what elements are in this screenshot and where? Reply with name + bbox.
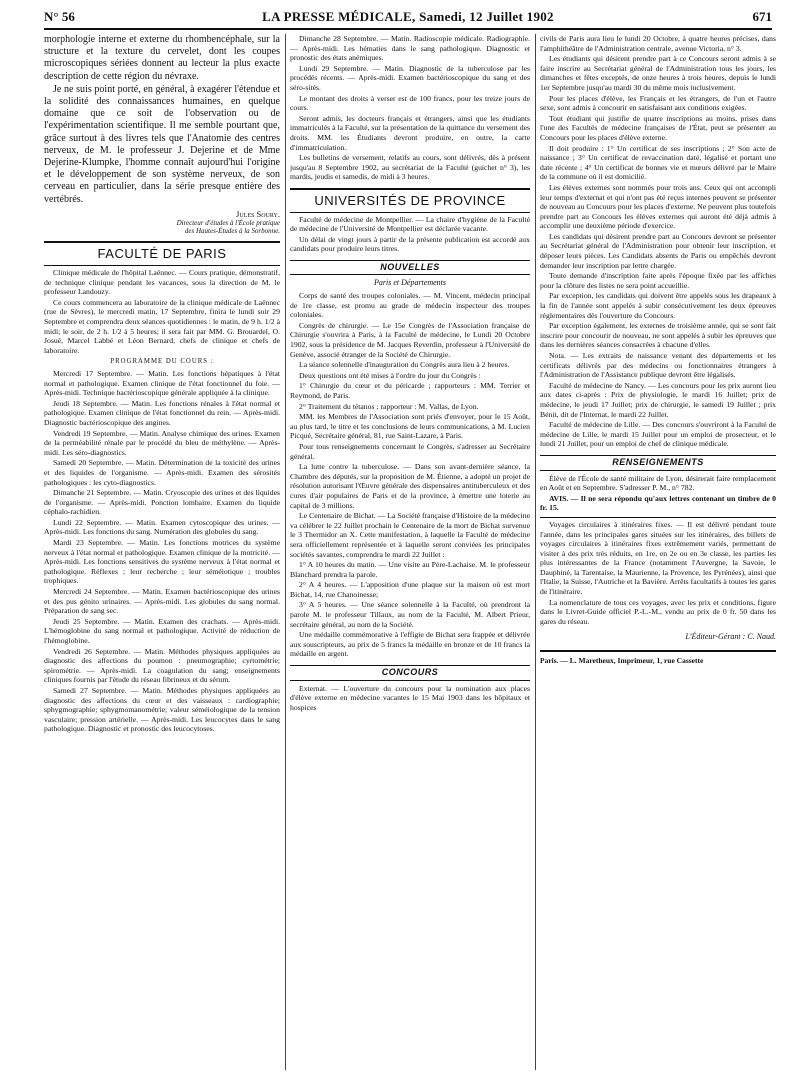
section-title-nouvelles: NOUVELLES [290,260,530,276]
concours-item: civils de Paris aura lieu le lundi 20 Octobre, à quatre heures précises, dans l'amphithéâtre de l'Administration centrale, avenue Victoria, n° 3. [540,34,776,53]
news-item: La lutte contre la tuberculose. — Dans son avant-dernière séance, la Chambre des députés, sur la proposition de M. Étienne, a adopté un projet de résolution autorisant l'Œuvre générale des dispensaires antituberculeux et des cures d'air populaires de Paris et de la province, à émettre une loterie au capital de 3 millions. [290,462,530,510]
news-item: La séance solennelle d'inauguration du Congrès aura lieu à 2 heures. [299,360,510,370]
news-item: MM. les Membres de l'Association sont priés d'envoyer, pour le 15 Août, au plus tard, le titre et les conclusions de leurs communications, à M. Lucien Picqué, Secrétaire général, 81, rue Saint-Lazare, à Paris. [290,412,530,441]
news-item: 1° Chirurgie du cœur et du péricarde ; rapporteurs : MM. Terrier et Reymond, de Paris. [290,381,530,400]
programme-item: Vendredi 19 Septembre. — Matin. Analyse chimique des urines. Examen de la perméabilité rénale par le procédé du bleu de méthylène. — Après-midi. Les séro-diagnostics. [44,428,280,457]
author-signature: Jules Soury. [236,208,280,219]
programme-item: Samedi 27 Septembre. — Matin. Méthodes physiques appliquées au diagnostic des affections du cœur et des vaisseaux : cardiographie; sphygmographie; sphygmomanométrie; valeur séméiologique de la tension vasculaire; pression artérielle. — Après-midi. Les leucocytes dans le sang pathologique. Diagnostic et pronostic des leucocytoses. [44,685,280,734]
concours-item: Pour les places d'élève, les Français et les étrangers, de l'un et l'autre sexe, sont admis à concourir en satisfaisant aux conditions exigées. [540,93,776,113]
section-title-faculte-paris: FACULTÉ DE PARIS [97,246,227,262]
news-item: Congrès de chirurgie. — Le 15e Congrès de l'Association française de Chirurgie s'ouvrira à Paris, à la Faculté de médecine, le Lundi 20 Octobre 1902, sous la présidence de M. Jacques Reverdin, professeur à l'Université de Genève, associé étranger de la Société de Chirurgie. [290,320,530,359]
section-rule [540,517,776,518]
notice-item: Élève de l'École de santé militaire de Lyon, désirerait faire remplacement en Août et en Septembre. S'adresser P. M., n° 782. [540,473,776,493]
programme-item: Dimanche 28 Septembre. — Matin. Radioscopie médicale. Radiographie. — Après-midi. Les hématies dans le sang pathologique. Diagnostic et pronostic des états anémiques. [290,34,530,63]
article-paragraph: Les bulletins de versement, relatifs au cours, sont délivrés, dès à présent jusqu'au 8 Septembre 1902, au secrétariat de la Faculté (guichet n° 3), les mardis, jeudis et samedis, de midi à 3 heures. [290,153,530,182]
article-paragraph: Ce cours commencera au laboratoire de la clinique médicale de Laënnec (rue de Sèvres), le mercredi matin, 17 Septembre, finira le lundi soir 29 Septembre et comprendra deux séances quotidiennes : le matin, de 9 h. 1/2 à midi; le soir, de 2 h. 1/2 à 5 heures; il sera fait par MM. G. Brouardel, O. Josué, Marcel Labbé et Léon Bernard, chefs de clinique et chefs de laboratoire. [44,297,280,355]
concours-item: Externat. — L'ouverture du concours pour la nomination aux places d'élève externe en médecine vacantes le 15 Mai 1903 dans les hôpitaux et hospices [290,683,530,712]
programme-item: Samedi 20 Septembre. — Matin. Détermination de la toxicité des urines et des liquides de l'organisme. — Après-midi. Examen des sérosités pathologiques : les cyto-diagnostics. [44,458,280,487]
page-header [44,6,772,30]
section-title-concours: CONCOURS [290,665,530,681]
subsection-title: Paris et Départements [374,278,446,288]
news-item: Deux questions ont été mises à l'ordre du jour du Congrès : [299,370,481,380]
column-divider-2 [535,34,536,1070]
page-number: 671 [752,9,772,24]
column-2 [290,34,530,713]
news-item: Pour tous renseignements concernant le Congrès, s'adresser au Secrétaire général. [290,441,530,461]
news-item: 3° A 5 heures. — Une séance solennelle à la Faculté, où prendront la parole M. le professeur Tillaux, au nom de la Faculté, M. Albert Prieur, secrétaire général, au nom de la Société. [290,600,530,629]
concours-item: Les candidats qui désirent prendre part au Concours devront se présenter au Secrétariat général de l'Administration pour obtenir leur inscription, et déposer leurs pièces. Les Candidats absents de Paris ou empêchés devront demander leur inscription par lettre chargée. [540,231,776,270]
column-divider-1 [285,34,286,1070]
programme-item: Dimanche 21 Septembre. — Matin. Cryoscopie des urines et des liquides de l'organisme. — Après-midi. Ponction lombaire. Examen du liquide céphalo-rachidien. [44,488,280,517]
article-paragraph: Le montant des droits à verser est de 100 francs, pour les treize jours de cours. [290,93,530,113]
news-item: 2° Traitement du tétanos ; rapporteur : M. Vallas, de Lyon. [299,401,479,411]
section-title-universites: UNIVERSITÉS DE PROVINCE [314,192,506,208]
section-rule [44,241,280,243]
programme-item: Lundi 22 Septembre. — Matin. Examen cytoscopique des urines. — Après-midi. Les fonctions du sang. Numération des globules du sang. [44,517,280,537]
programme-item: Vendredi 26 Septembre. — Matin. Méthodes physiques appliquées au diagnostic des affections du poumon : pneumographie; cyrtométrie; spirométrie. — Après-midi. La coagulation du sang; enseignements cliniques fournis par l'étude du réseau fibrineux et du sérum. [44,646,280,685]
news-item: Une médaille commémorative à l'effigie de Bichat sera frappée et délivrée aux souscripteurs, au prix de 5 francs la médaille en bronze et de 10 francs la médaille en argent. [290,630,530,659]
section-rule [290,212,530,213]
concours-item: Par exception également, les externes de troisième année, qui se sont fait inscrire pour concourir de nouveau, ne sont appelés à subir les épreuves que dans les dernières séances consacrées à chacune d'elles. [540,321,776,350]
news-item: Le Centenaire de Bichat. — La Société française d'Histoire de la médecine va célébrer le 22 Juillet prochain le Centenaire de la mort de Bichat survenue le 3 Thermidor an X. Cette manifestation, à laquelle la Faculté de médecine sera officiellement représentée et à laquelle seront conviées les principales sociétés savantes, comprendra le mardi 22 Juillet : [290,511,530,559]
programme-heading: PROGRAMME DU COURS : [110,358,214,366]
concours-item: Faculté de médecine de Nancy. — Les concours pour les prix auront lieu aux dates ci-après : Prix de physiologie, le mardi 16 Juillet; prix de médecine, le jeudi 17 Juillet; prix de chirurgie, le samedi 19 Juillet ; prix Bénit, dit de l'Internat, le mardi 22 Juillet. [540,380,776,419]
news-item: 2° A 4 heures. — L'apposition d'une plaque sur la maison où est mort Bichat, 14, rue Chanoinesse; [290,580,530,599]
section-rule [290,188,530,190]
programme-item: Jeudi 18 Septembre. — Matin. Les fonctions rénales à l'état normal et pathologique. Examen clinique de l'état fonctionnel du rein. — Après-midi. Diagnostic bactérioscopique des angines. [44,398,280,427]
section-title-renseignements: RENSEIGNEMENTS [540,455,776,471]
programme-item: Mardi 23 Septembre. — Matin. Les fonctions motrices du système nerveux à l'état normal et pathologique. Examen clinique de la motricité. — Après-midi. Les fonctions sensitives du système nerveux à l'état normal et pathologique. Réflexes ; leur recherche ; leur séméiotique ; troubles trophiques. [44,538,280,586]
section-rule [44,265,280,266]
article-paragraph: Faculté de médecine de Montpellier. — La chaire d'hygiène de la Faculté de médecine de l'Université de Montpellier est déclarée vacante. [290,214,530,234]
programme-item: Lundi 29 Septembre. — Matin. Diagnostic de la tuberculose par les procédés récents. — Après-midi. Examen bactérioscopique du sang et des séro-sités. [290,63,530,92]
editor-line: L'Éditeur-Gérant : C. Naud. [685,632,776,642]
book-review-text: Je ne suis point porté, en général, à exagérer l'étendue et la solidité des connaissances humaines, en quelque domaine que ce soit de l'observation ou de l'expérimentation scientifique. Il me semble pourtant que, grâce surtout à des livres tels que l'Anatomie des centres nerveux, de M. le professeur J. Dejerine et de Mme Dejerine-Klumpke, l'homme connaît aujourd'hui l'origine et le développement de son système nerveux, de son cerveau en particulier, dans la série presque entière des vertébrés. [44,83,280,205]
newspaper-title: LA PRESSE MÉDICALE, Samedi, 12 Juillet 1902 [262,9,554,24]
notice-item: AVIS. — Il ne sera répondu qu'aux lettres contenant un timbre de 0 fr. 15. [540,493,776,513]
author-title: des Hautes-Études à la Sorbonne. [184,227,280,236]
column-1 [44,34,280,735]
concours-item: Il doit produire : 1° Un certificat de ses inscriptions ; 2° Son acte de naissance ; 3° Un certificat de revaccination daté, légalisé et portant une date récente ; 4° Un certificat de bonnes vie et mœurs délivré par le Maire de la commune où il est domicilié. [540,143,776,182]
author-title: Directeur d'études à l'École pratique [176,219,280,228]
book-review-text: morphologie interne et externe du rhombencéphale, sur la structure et la texture du cervelet, dont les coupes microscopiques sériées donnent au lecteur la plus exacte description de cette région du névraxe. [44,34,280,82]
concours-item: Tout étudiant qui justifie de quatre inscriptions au moins, prises dans l'une des Facultés de médecine françaises de l'État, peut se présenter au Concours pour les places d'élève externe. [540,113,776,142]
concours-item: Faculté de médecine de Lille. — Des concours s'ouvriront à la Faculté de médecine de Lille, le mardi 15 Juillet pour un emploi de prosecteur, et le lundi 21 Juillet, pour un emploi de chef de clinique médicale. [540,420,776,449]
concours-item: Les étudiants qui désirent prendre part à ce Concours seront admis à se faire inscrire au Secrétariat général de l'Administration tous les jours, les dimanches et fêtes exceptés, de onze heures à trois heures, depuis le lundi 1er Septembre jusqu'au mardi 30 du même mois inclusivement. [540,54,776,92]
printer-line: Paris. — L. Maretheux, Imprimeur, 1, rue Cassette [540,650,776,666]
concours-item: Toute demande d'inscription faite après l'époque fixée par les affiches pour la clôture des listes ne sera point accueillie. [540,271,776,290]
article-paragraph: Clinique médicale de l'hôpital Laënnec. — Cours pratique, démonstratif, de technique clinique pendant les vacances, sous la direction de M. le professeur Landouzy. [44,268,280,297]
advertisement: La nomenclature de tous ces voyages, avec les prix et conditions, figure dans le Livret-Guide officiel P.-L.-M., vendu au prix de 0 fr. 50 dans les gares du réseau. [540,597,776,626]
news-item: Corps de santé des troupes coloniales. — M. Vincent, médecin principal de 1re classe, est promu au grade de médecin inspecteur des troupes coloniales. [290,291,530,320]
concours-item: Par exception, les candidats qui doivent être appelés sous les drapeaux à la fin de l'année sont appelés à subir consécutivement les deux épreuves réglementaires dès l'ouverture du Concours. [540,291,776,320]
programme-item: Mercredi 17 Septembre. — Matin. Les fonctions hépatiques à l'état normal et pathologique. Examen clinique de l'état fonctionnel du foie. — Après-midi. Technique bactérioscopique générale appliquée à la clinique. [44,368,280,398]
concours-item: Les élèves externes sont nommés pour trois ans. Ceux qui ont accompli leur temps d'externat et qui n'ont pas été reçus internes peuvent se présenter de nouveau au Concours pour les places d'externe. Ne peuvent plus toutefois prendre part au Concours les élèves externes qui auront été déjà admis à accomplir une deuxième période d'exercice. [540,182,776,231]
column-3 [540,34,776,666]
issue-number: N° 56 [44,9,75,24]
article-paragraph: Seront admis, les docteurs français et étrangers, ainsi que les étudiants immatriculés à la Faculté, sur la présentation de la quittance du versement des droits. MM. les Étudiants devront produire, en outre, la carte d'immatriculation. [290,113,530,152]
news-item: 1° A 10 heures du matin. — Une visite au Père-Lachaise. M. le professeur Blanchard prendra la parole. [290,560,530,579]
article-paragraph: Un délai de vingt jours à partir de la présente publication est accordé aux candidats pour produire leurs titres. [290,234,530,254]
programme-item: Jeudi 25 Septembre. — Matin. Examen des crachats. — Après-midi. L'hémoglobine du sang normal et pathologique. Activité de réduction de l'hémoglobine. [44,616,280,645]
advertisement: Voyages circulaires à itinéraires fixes. — Il est délivré pendant toute l'année, dans les principales gares situées sur les itinéraires, des billets de voyages circulaires à itinéraires fixes extrêmement variés, permettant de visiter à des prix très réduits, en 1re, en 2e ou en 3e classe, les parties les plus intéressantes de la France (notamment l'Auvergne, la Savoie, le Dauphiné, la Tarentaise, la Maurienne, la Provence, les Pyrénées), ainsi que l'Italie, la Suisse, l'Autriche et la Bavière. Arrêts facultatifs à toutes les gares de l'itinéraire. [540,519,776,597]
programme-item: Mercredi 24 Septembre. — Matin. Examen bactérioscopique des urines et des pus génito urinaires. — Après-midi. Les globules du sang normal. Préparation de sang sec. [44,587,280,616]
concours-item: Nota. — Les extraits de naissance venant des départements et les certificats délivrés par des médecins ou fonctionnaires étrangers à l'Administration de l'Assistance publique devront être légalisés. [540,351,776,380]
